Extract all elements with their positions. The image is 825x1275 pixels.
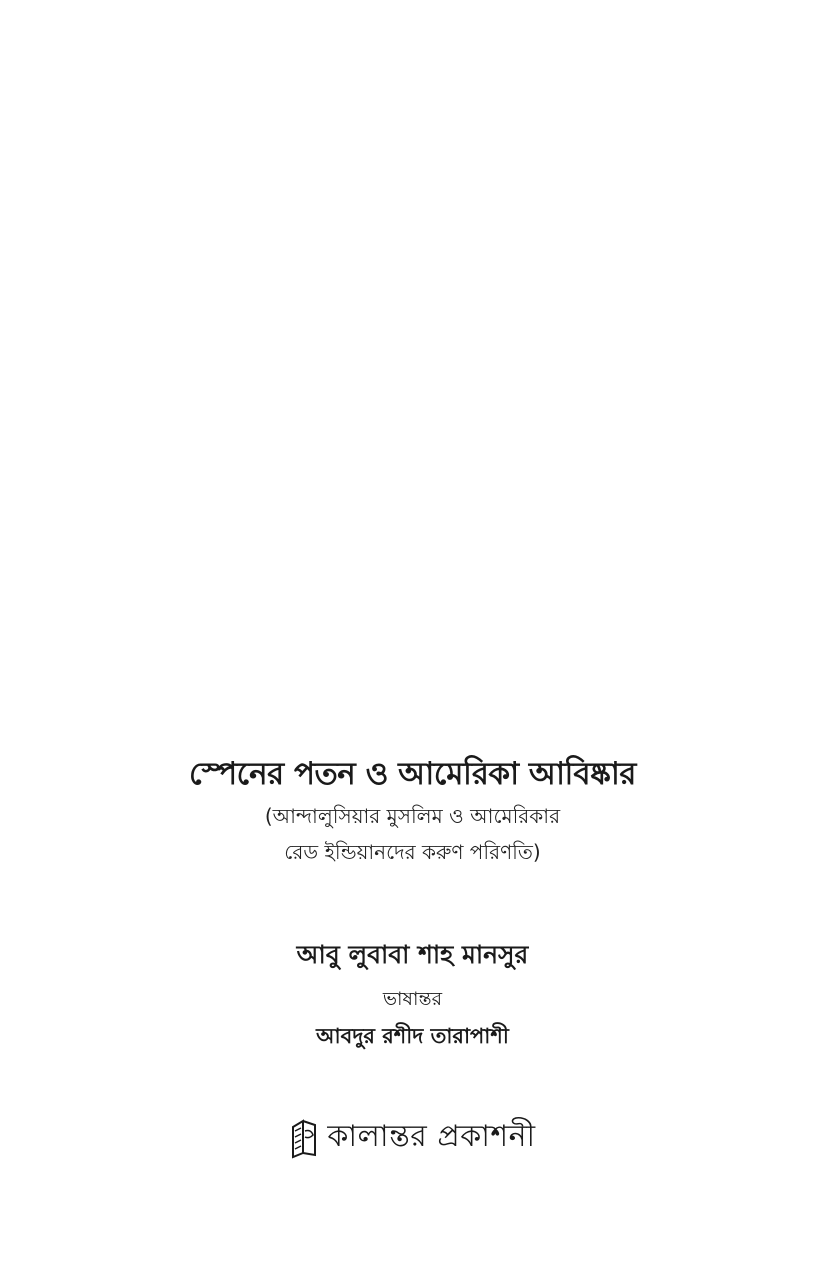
publisher-block bbox=[0, 1112, 825, 1163]
translator-name: আবদুর রশীদ তারাপাশী bbox=[316, 1024, 509, 1048]
author-name: আবু লুবাবা শাহ মানসুর bbox=[296, 940, 529, 969]
book-subtitle-line-2: রেড ইন্ডিয়ানদের করুণ পরিণতি) bbox=[284, 840, 541, 864]
publisher-name: কালান্তর প্রকাশনী bbox=[327, 1119, 536, 1154]
book-subtitle-line-1: (আন্দালুসিয়ার মুসলিম ও আমেরিকার bbox=[264, 804, 561, 828]
book-title: স্পেনের পতন ও আমেরিকা আবিষ্কার bbox=[189, 756, 636, 792]
translation-label: ভাষান্তর bbox=[382, 988, 443, 1010]
book-icon bbox=[289, 1117, 319, 1159]
